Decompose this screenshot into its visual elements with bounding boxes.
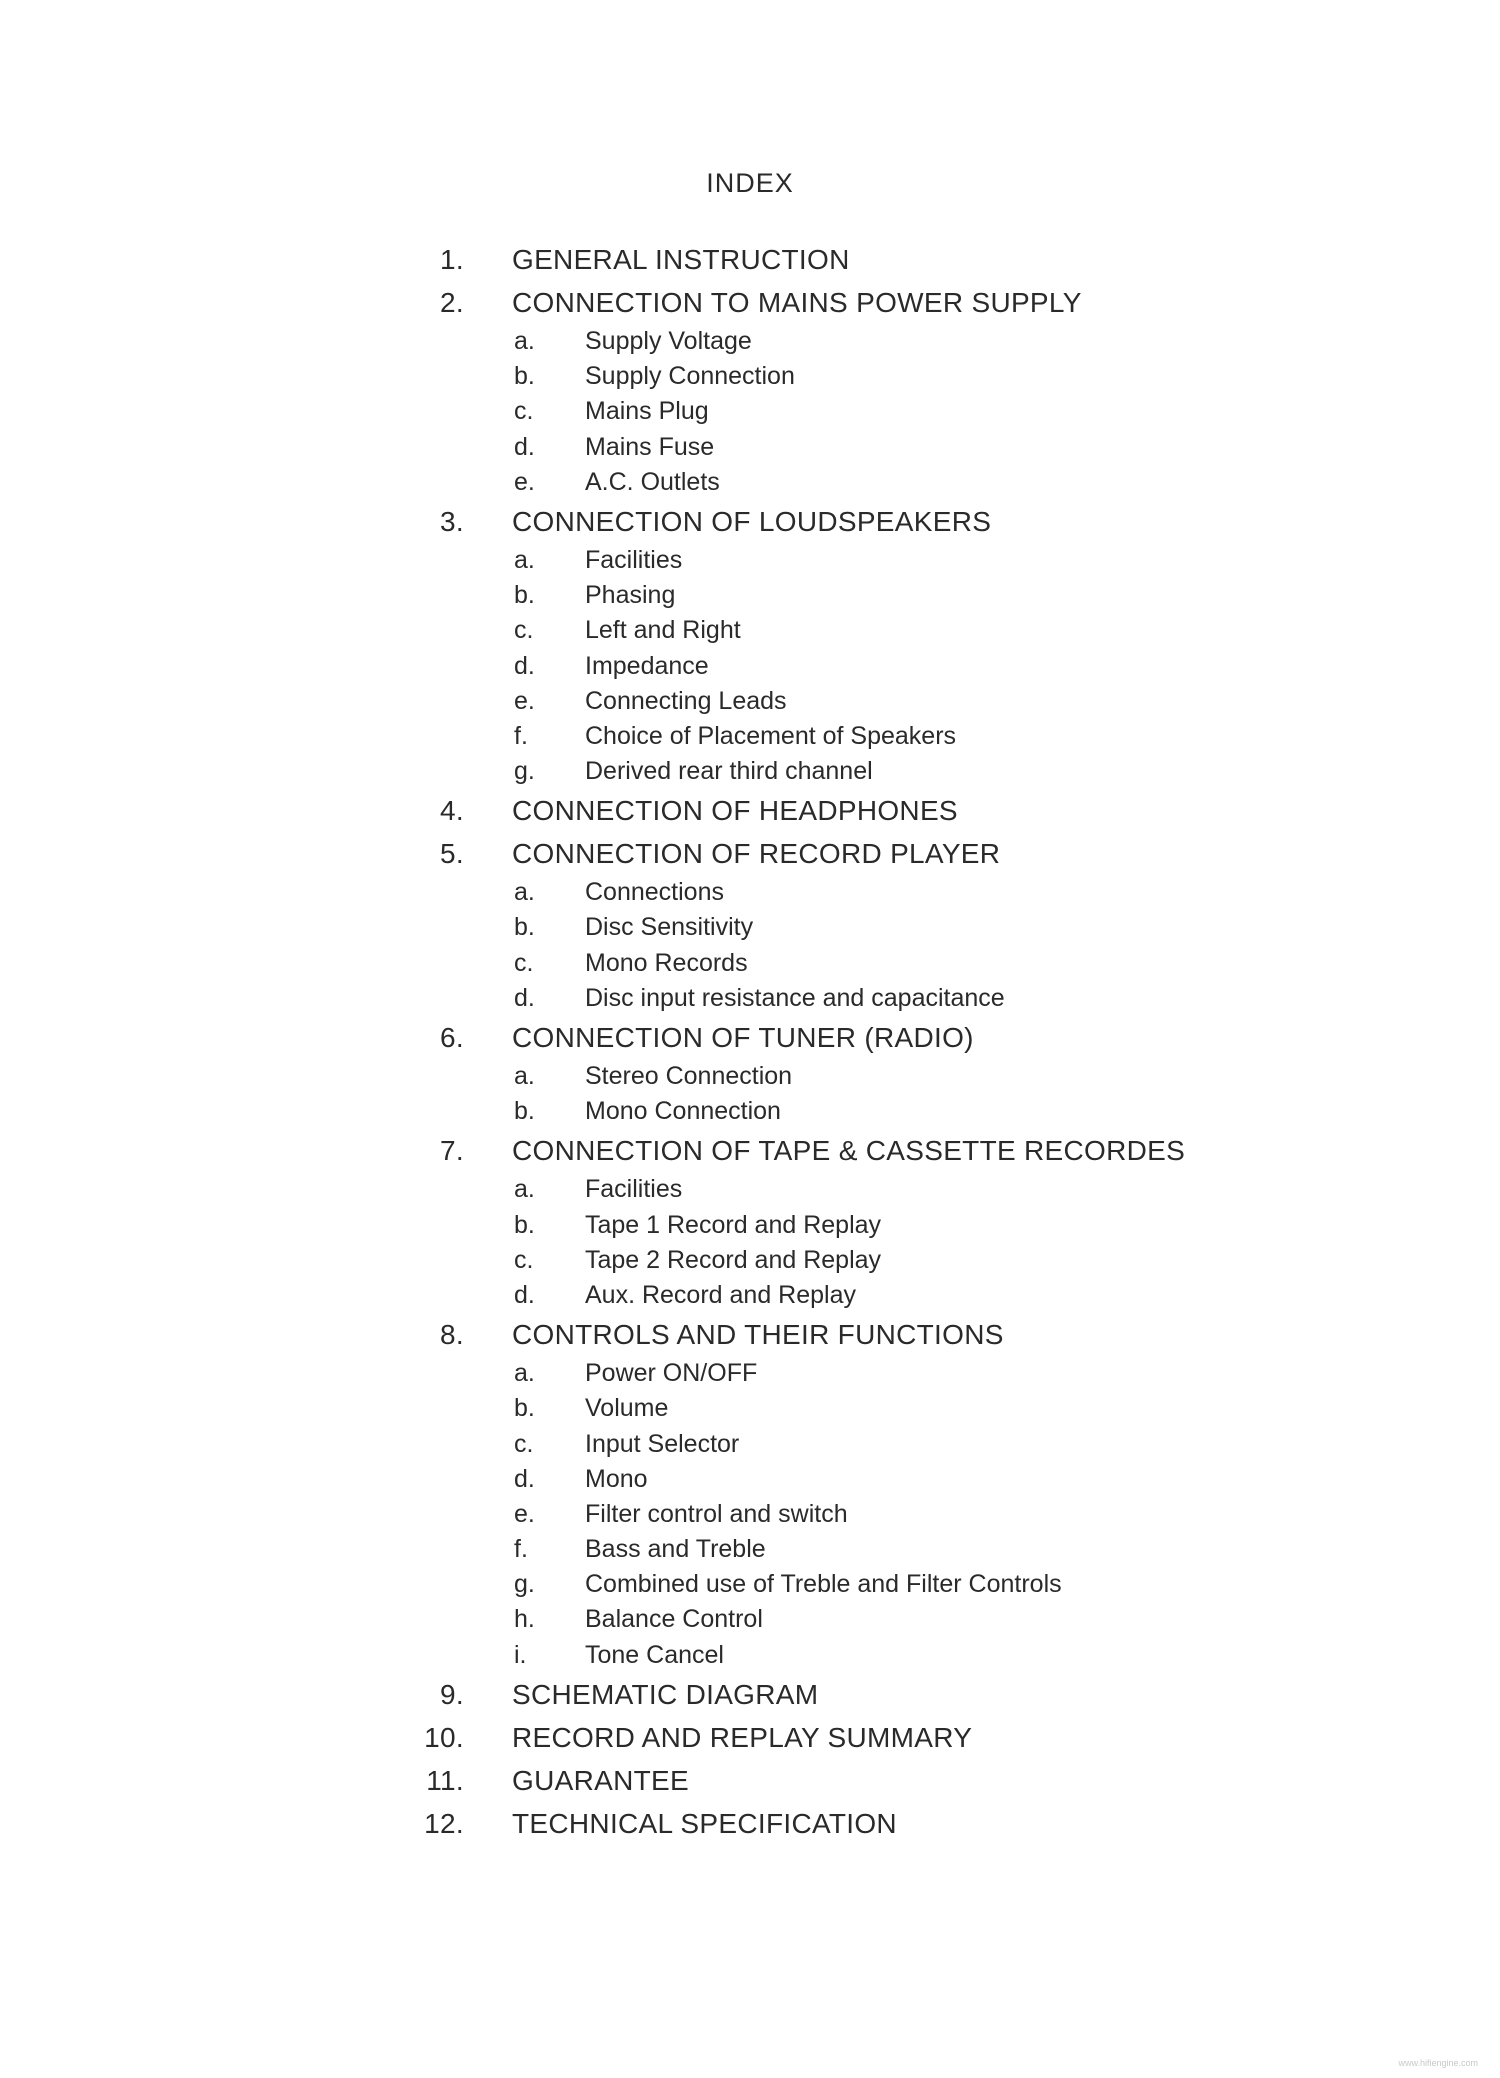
subsection-title: Supply Voltage xyxy=(585,327,752,355)
subsection-letter: b. xyxy=(514,1394,535,1423)
section-number: 2. xyxy=(440,287,464,318)
subsection-title: Disc Sensitivity xyxy=(585,913,754,942)
index-section xyxy=(0,1716,1500,1759)
subsection-item xyxy=(0,1427,1500,1462)
subsection-item xyxy=(0,1638,1500,1673)
subsection-letter: b. xyxy=(514,581,535,610)
subsection-letter: d. xyxy=(514,1464,535,1493)
subsection-title: Input Selector xyxy=(585,1429,740,1458)
section-title: GUARANTEE xyxy=(512,1764,689,1796)
subsection-letter: e. xyxy=(514,686,535,715)
section-number: 9. xyxy=(440,1678,464,1710)
subsection-item xyxy=(0,543,1500,578)
subsection-title: Phasing xyxy=(585,581,676,610)
index-section xyxy=(0,1313,1500,1673)
index-section xyxy=(0,1673,1500,1716)
section-title: CONNECTION OF TAPE & CASSETTE RECORDES xyxy=(512,1135,1186,1167)
subsection-title: A.C. Outlets xyxy=(585,467,720,496)
section-title: SCHEMATIC DIAGRAM xyxy=(512,1678,819,1710)
section-number: 12. xyxy=(424,1807,464,1839)
subsection-letter: b. xyxy=(514,1097,535,1126)
subsection-title: Impedance xyxy=(585,651,709,680)
subsection-title: Combined use of Treble and Filter Controls xyxy=(585,1570,1062,1599)
subsection-item xyxy=(0,1567,1500,1602)
section-title: CONNECTION OF LOUDSPEAKERS xyxy=(512,505,992,537)
index-section xyxy=(0,238,1500,281)
subsection-title: Tape 2 Record and Replay xyxy=(585,1245,882,1274)
subsection-letter: f. xyxy=(514,721,528,750)
section-heading xyxy=(0,1673,1500,1716)
subsection-item xyxy=(0,875,1500,910)
subsection-letter: a. xyxy=(514,1175,535,1204)
index-list xyxy=(0,238,1500,1845)
subsection-title: Supply Connection xyxy=(585,362,795,391)
subsection-item xyxy=(0,1602,1500,1637)
subsection-letter: c. xyxy=(514,1429,534,1458)
subsection-item xyxy=(0,394,1500,429)
subsection-title: Tape 1 Record and Replay xyxy=(585,1210,882,1239)
subsection-title: Mono Connection xyxy=(585,1097,781,1126)
section-heading xyxy=(0,1716,1500,1759)
subsection-item xyxy=(0,430,1500,465)
section-number: 7. xyxy=(440,1135,464,1167)
subsection-title: Power ON/OFF xyxy=(585,1359,758,1388)
subsection-item xyxy=(0,465,1500,500)
section-title: TECHNICAL SPECIFICATION xyxy=(512,1807,897,1839)
subsection-item xyxy=(0,719,1500,754)
section-number: 1. xyxy=(440,244,464,275)
index-section xyxy=(0,1802,1500,1845)
section-heading xyxy=(0,1016,1500,1059)
section-heading xyxy=(0,1313,1500,1356)
subsection-title: Aux. Record and Replay xyxy=(585,1280,856,1309)
section-number: 10. xyxy=(424,1721,464,1753)
page-title: INDEX xyxy=(706,168,794,198)
subsection-title: Facilities xyxy=(585,1175,683,1204)
subsection-item xyxy=(0,1278,1500,1313)
section-heading xyxy=(0,1759,1500,1802)
subsection-title: Disc input resistance and capacitance xyxy=(585,983,1005,1012)
subsection-letter: e. xyxy=(514,467,535,496)
section-number: 6. xyxy=(440,1022,464,1053)
subsection-item xyxy=(0,324,1500,359)
section-heading xyxy=(0,1129,1500,1172)
section-number: 3. xyxy=(440,505,464,537)
subsection-letter: a. xyxy=(514,878,535,907)
subsection-item xyxy=(0,1497,1500,1532)
subsection-item xyxy=(0,1356,1500,1391)
subsection-letter: a. xyxy=(514,1359,535,1388)
subsection-title: Mains Fuse xyxy=(585,432,715,461)
section-title: CONTROLS AND THEIR FUNCTIONS xyxy=(512,1319,1004,1351)
subsection-letter: d. xyxy=(514,1280,535,1309)
subsection-title: Connections xyxy=(585,878,724,907)
subsection-item xyxy=(0,1059,1500,1094)
subsection-title: Derived rear third channel xyxy=(585,757,873,786)
subsection-letter: f. xyxy=(514,1535,528,1564)
subsection-letter: c. xyxy=(514,1245,534,1274)
index-section xyxy=(0,500,1500,789)
subsection-title: Connecting Leads xyxy=(585,686,787,715)
subsection-item xyxy=(0,684,1500,719)
subsection-item xyxy=(0,1462,1500,1497)
subsection-letter: a. xyxy=(514,1062,535,1090)
subsection-letter: b. xyxy=(514,362,535,391)
section-title: CONNECTION OF RECORD PLAYER xyxy=(512,838,1001,870)
subsection-item xyxy=(0,649,1500,684)
subsection-item xyxy=(0,1243,1500,1278)
subsection-item xyxy=(0,1208,1500,1243)
subsection-item xyxy=(0,910,1500,945)
subsection-title: Mono xyxy=(585,1464,648,1493)
subsection-letter: e. xyxy=(514,1499,535,1528)
subsection-item xyxy=(0,1094,1500,1129)
subsection-letter: i. xyxy=(514,1640,527,1669)
subsection-item xyxy=(0,946,1500,981)
subsection-letter: h. xyxy=(514,1605,535,1634)
subsection-title: Filter control and switch xyxy=(585,1499,848,1528)
subsection-letter: b. xyxy=(514,1210,535,1239)
subsection-item xyxy=(0,578,1500,613)
section-title: CONNECTION OF HEADPHONES xyxy=(512,795,958,827)
subsection-item xyxy=(0,1172,1500,1207)
subsection-letter: g. xyxy=(514,757,535,786)
subsection-letter: d. xyxy=(514,432,535,461)
section-heading xyxy=(0,281,1500,324)
section-heading xyxy=(0,1802,1500,1845)
section-title: RECORD AND REPLAY SUMMARY xyxy=(512,1721,973,1753)
subsection-letter: b. xyxy=(514,913,535,942)
subsection-title: Stereo Connection xyxy=(585,1062,793,1090)
subsection-title: Choice of Placement of Speakers xyxy=(585,721,957,750)
section-number: 11. xyxy=(426,1764,464,1796)
section-title: CONNECTION TO MAINS POWER SUPPLY xyxy=(512,287,1082,318)
index-section xyxy=(0,789,1500,832)
section-heading xyxy=(0,500,1500,543)
subsection-title: Bass and Treble xyxy=(585,1535,766,1564)
section-number: 5. xyxy=(440,838,464,870)
index-section xyxy=(0,1016,1500,1129)
subsection-item xyxy=(0,1391,1500,1426)
watermark-text: www.hifiengine.com xyxy=(1398,2058,1478,2068)
section-title: GENERAL INSTRUCTION xyxy=(512,244,850,275)
section-number: 8. xyxy=(440,1319,464,1351)
subsection-title: Volume xyxy=(585,1394,669,1423)
subsection-item xyxy=(0,981,1500,1016)
subsection-letter: d. xyxy=(514,651,535,680)
subsection-item xyxy=(0,613,1500,648)
section-heading xyxy=(0,238,1500,281)
subsection-letter: d. xyxy=(514,983,535,1012)
subsection-title: Balance Control xyxy=(585,1605,763,1634)
subsection-title: Mono Records xyxy=(585,948,748,977)
subsection-title: Facilities xyxy=(585,545,683,574)
section-number: 4. xyxy=(440,795,464,827)
subsection-item xyxy=(0,754,1500,789)
subsection-letter: c. xyxy=(514,948,534,977)
index-section xyxy=(0,1759,1500,1802)
subsection-letter: a. xyxy=(514,327,535,355)
subsection-letter: c. xyxy=(514,397,534,426)
subsection-title: Left and Right xyxy=(585,616,741,645)
subsection-item xyxy=(0,359,1500,394)
index-section xyxy=(0,832,1500,1016)
subsection-title: Mains Plug xyxy=(585,397,709,426)
section-title: CONNECTION OF TUNER (RADIO) xyxy=(512,1022,974,1053)
subsection-title: Tone Cancel xyxy=(585,1640,724,1669)
index-section xyxy=(0,281,1500,500)
section-heading xyxy=(0,789,1500,832)
index-section xyxy=(0,1129,1500,1313)
subsection-letter: a. xyxy=(514,545,535,574)
subsection-letter: g. xyxy=(514,1570,535,1599)
subsection-letter: c. xyxy=(514,616,534,645)
subsection-item xyxy=(0,1532,1500,1567)
section-heading xyxy=(0,832,1500,875)
